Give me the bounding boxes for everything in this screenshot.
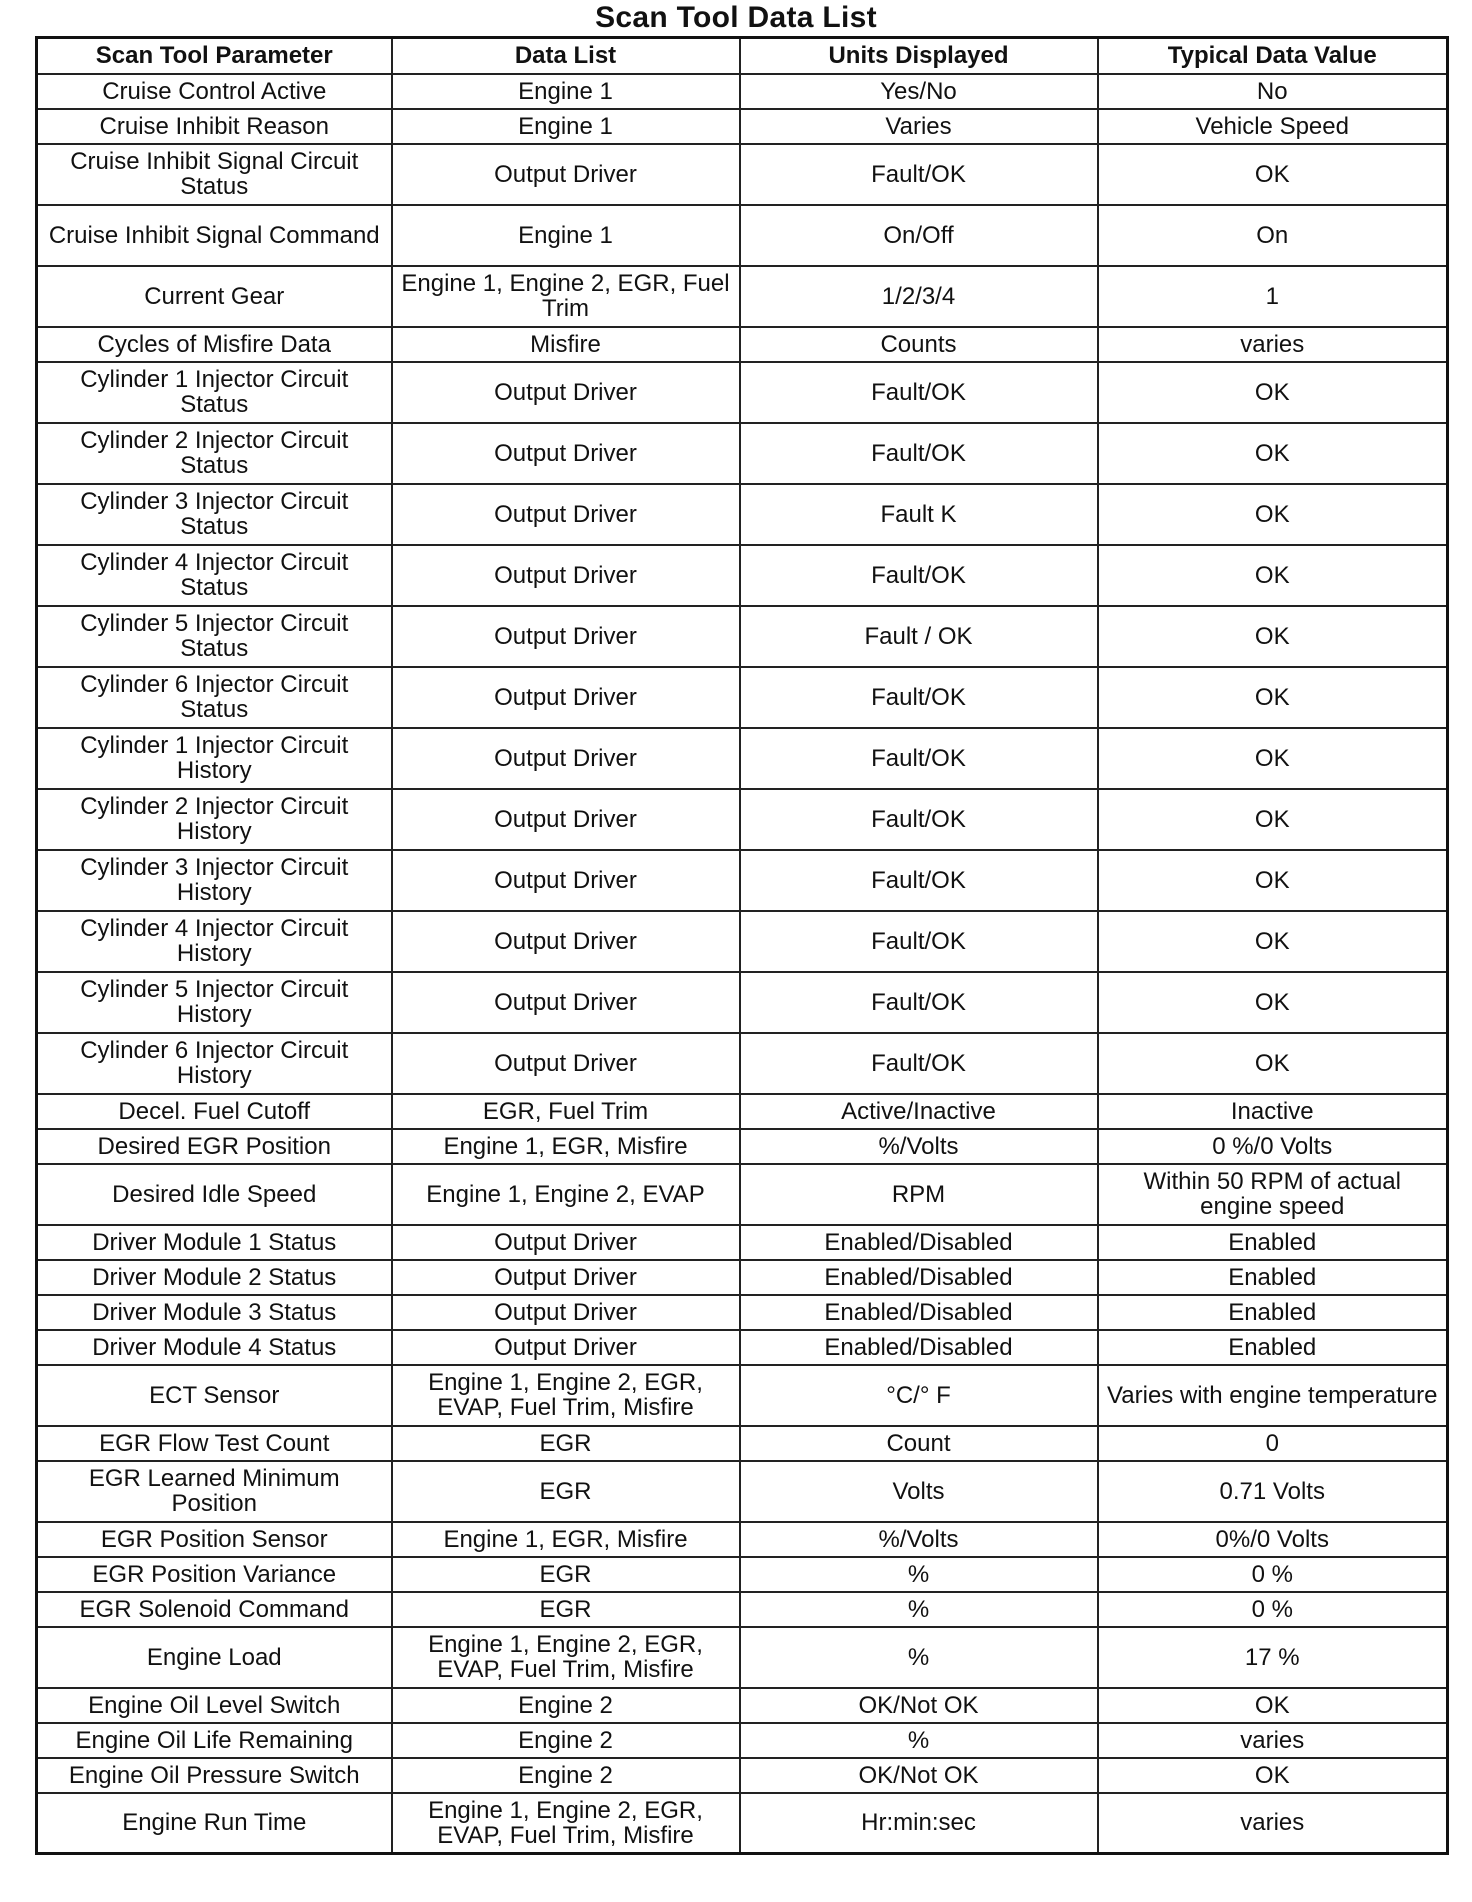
cell-units-displayed: Yes/No	[740, 74, 1098, 109]
cell-scan-tool-parameter: Cylinder 4 Injector Circuit Status	[37, 545, 392, 606]
cell-scan-tool-parameter: Current Gear	[37, 266, 392, 327]
cell-data-list: Engine 1, Engine 2, EGR, Fuel Trim	[392, 266, 740, 327]
cell-units-displayed: %/Volts	[740, 1522, 1098, 1557]
table-row	[37, 1260, 1448, 1295]
cell-data-list: Engine 1, EGR, Misfire	[392, 1522, 740, 1557]
cell-scan-tool-parameter: Cylinder 6 Injector Circuit Status	[37, 667, 392, 728]
cell-scan-tool-parameter: Engine Oil Life Remaining	[37, 1723, 392, 1758]
cell-data-list: Output Driver	[392, 484, 740, 545]
cell-units-displayed: 1/2/3/4	[740, 266, 1098, 327]
cell-typical-data-value: varies	[1098, 1723, 1448, 1758]
header-data-list: Data List	[392, 38, 740, 74]
cell-units-displayed: Enabled/Disabled	[740, 1295, 1098, 1330]
cell-typical-data-value: On	[1098, 205, 1448, 266]
cell-data-list: Output Driver	[392, 1330, 740, 1365]
cell-units-displayed: Fault K	[740, 484, 1098, 545]
cell-typical-data-value: 0 %/0 Volts	[1098, 1129, 1448, 1164]
cell-data-list: EGR, Fuel Trim	[392, 1094, 740, 1129]
cell-units-displayed: %	[740, 1592, 1098, 1627]
table-row	[37, 1365, 1448, 1426]
cell-data-list: Output Driver	[392, 606, 740, 667]
cell-data-list: Output Driver	[392, 144, 740, 205]
table-header-row	[37, 38, 1448, 74]
cell-data-list: Output Driver	[392, 545, 740, 606]
table-row	[37, 911, 1448, 972]
cell-typical-data-value: Inactive	[1098, 1094, 1448, 1129]
table-row	[37, 1426, 1448, 1461]
cell-scan-tool-parameter: Engine Run Time	[37, 1793, 392, 1854]
cell-data-list: Engine 1	[392, 109, 740, 144]
cell-scan-tool-parameter: Decel. Fuel Cutoff	[37, 1094, 392, 1129]
cell-scan-tool-parameter: EGR Position Sensor	[37, 1522, 392, 1557]
cell-data-list: Output Driver	[392, 362, 740, 423]
cell-units-displayed: OK/Not OK	[740, 1758, 1098, 1793]
table-row	[37, 1033, 1448, 1094]
cell-typical-data-value: 0 %	[1098, 1557, 1448, 1592]
cell-units-displayed: Hr:min:sec	[740, 1793, 1098, 1854]
cell-scan-tool-parameter: EGR Solenoid Command	[37, 1592, 392, 1627]
cell-units-displayed: Fault/OK	[740, 362, 1098, 423]
table-row	[37, 1461, 1448, 1522]
cell-units-displayed: Enabled/Disabled	[740, 1330, 1098, 1365]
cell-data-list: Output Driver	[392, 850, 740, 911]
cell-data-list: EGR	[392, 1461, 740, 1522]
cell-units-displayed: Fault/OK	[740, 545, 1098, 606]
cell-scan-tool-parameter: Cylinder 4 Injector Circuit History	[37, 911, 392, 972]
cell-units-displayed: Fault/OK	[740, 911, 1098, 972]
cell-scan-tool-parameter: Cylinder 2 Injector Circuit History	[37, 789, 392, 850]
table-row	[37, 484, 1448, 545]
cell-units-displayed: Counts	[740, 327, 1098, 362]
cell-units-displayed: %	[740, 1557, 1098, 1592]
cell-data-list: EGR	[392, 1426, 740, 1461]
cell-data-list: Output Driver	[392, 1225, 740, 1260]
cell-typical-data-value: varies	[1098, 1793, 1448, 1854]
table-row	[37, 1758, 1448, 1793]
table-row	[37, 327, 1448, 362]
table-row	[37, 728, 1448, 789]
cell-units-displayed: °C/° F	[740, 1365, 1098, 1426]
cell-typical-data-value: Within 50 RPM of actual engine speed	[1098, 1164, 1448, 1225]
cell-data-list: Output Driver	[392, 789, 740, 850]
cell-data-list: Engine 1	[392, 205, 740, 266]
cell-scan-tool-parameter: EGR Flow Test Count	[37, 1426, 392, 1461]
cell-data-list: Output Driver	[392, 911, 740, 972]
cell-typical-data-value: OK	[1098, 545, 1448, 606]
cell-data-list: EGR	[392, 1592, 740, 1627]
cell-typical-data-value: OK	[1098, 1033, 1448, 1094]
table-row	[37, 1094, 1448, 1129]
cell-scan-tool-parameter: Cylinder 5 Injector Circuit History	[37, 972, 392, 1033]
cell-data-list: Engine 2	[392, 1688, 740, 1723]
cell-typical-data-value: Varies with engine temperature	[1098, 1365, 1448, 1426]
cell-typical-data-value: 0	[1098, 1426, 1448, 1461]
cell-units-displayed: Fault / OK	[740, 606, 1098, 667]
cell-data-list: Output Driver	[392, 423, 740, 484]
page-title: Scan Tool Data List	[595, 1, 877, 34]
cell-scan-tool-parameter: Cruise Inhibit Signal Circuit Status	[37, 144, 392, 205]
cell-scan-tool-parameter: Driver Module 3 Status	[37, 1295, 392, 1330]
cell-typical-data-value: OK	[1098, 728, 1448, 789]
table-row	[37, 74, 1448, 109]
cell-scan-tool-parameter: Cruise Inhibit Reason	[37, 109, 392, 144]
cell-scan-tool-parameter: EGR Learned Minimum Position	[37, 1461, 392, 1522]
cell-units-displayed: Fault/OK	[740, 850, 1098, 911]
table-row	[37, 109, 1448, 144]
cell-typical-data-value: 0%/0 Volts	[1098, 1522, 1448, 1557]
cell-scan-tool-parameter: Cylinder 5 Injector Circuit Status	[37, 606, 392, 667]
cell-units-displayed: RPM	[740, 1164, 1098, 1225]
cell-typical-data-value: Enabled	[1098, 1225, 1448, 1260]
cell-typical-data-value: OK	[1098, 789, 1448, 850]
table-row	[37, 1129, 1448, 1164]
cell-units-displayed: %	[740, 1723, 1098, 1758]
cell-typical-data-value: Enabled	[1098, 1295, 1448, 1330]
cell-data-list: Engine 1, Engine 2, EGR, EVAP, Fuel Trim, Misfire	[392, 1793, 740, 1854]
cell-typical-data-value: OK	[1098, 606, 1448, 667]
cell-typical-data-value: OK	[1098, 850, 1448, 911]
cell-scan-tool-parameter: Driver Module 1 Status	[37, 1225, 392, 1260]
table-row	[37, 1522, 1448, 1557]
cell-scan-tool-parameter: Engine Load	[37, 1627, 392, 1688]
cell-scan-tool-parameter: Cruise Inhibit Signal Command	[37, 205, 392, 266]
cell-scan-tool-parameter: Cruise Control Active	[37, 74, 392, 109]
table-row	[37, 667, 1448, 728]
cell-data-list: Output Driver	[392, 972, 740, 1033]
cell-scan-tool-parameter: Driver Module 2 Status	[37, 1260, 392, 1295]
table-row	[37, 606, 1448, 667]
cell-scan-tool-parameter: Cylinder 1 Injector Circuit Status	[37, 362, 392, 423]
cell-typical-data-value: Enabled	[1098, 1330, 1448, 1365]
table-row	[37, 144, 1448, 205]
cell-data-list: Engine 1, Engine 2, EVAP	[392, 1164, 740, 1225]
cell-typical-data-value: 17 %	[1098, 1627, 1448, 1688]
header-typical-data-value: Typical Data Value	[1098, 38, 1448, 74]
cell-scan-tool-parameter: Cylinder 3 Injector Circuit History	[37, 850, 392, 911]
header-scan-tool-parameter: Scan Tool Parameter	[37, 38, 392, 74]
table-row	[37, 850, 1448, 911]
cell-data-list: Engine 1, EGR, Misfire	[392, 1129, 740, 1164]
cell-scan-tool-parameter: ECT Sensor	[37, 1365, 392, 1426]
table-row	[37, 205, 1448, 266]
cell-typical-data-value: OK	[1098, 972, 1448, 1033]
table-row	[37, 1295, 1448, 1330]
cell-data-list: Output Driver	[392, 1295, 740, 1330]
cell-typical-data-value: OK	[1098, 484, 1448, 545]
cell-typical-data-value: OK	[1098, 1758, 1448, 1793]
table-row	[37, 362, 1448, 423]
cell-data-list: Engine 2	[392, 1758, 740, 1793]
cell-units-displayed: Fault/OK	[740, 728, 1098, 789]
cell-units-displayed: Fault/OK	[740, 972, 1098, 1033]
table-row	[37, 545, 1448, 606]
table-row	[37, 1592, 1448, 1627]
table-row	[37, 1688, 1448, 1723]
cell-units-displayed: Count	[740, 1426, 1098, 1461]
cell-units-displayed: OK/Not OK	[740, 1688, 1098, 1723]
cell-scan-tool-parameter: EGR Position Variance	[37, 1557, 392, 1592]
cell-typical-data-value: OK	[1098, 362, 1448, 423]
cell-data-list: Misfire	[392, 327, 740, 362]
cell-data-list: Engine 1, Engine 2, EGR, EVAP, Fuel Trim, Misfire	[392, 1365, 740, 1426]
scan-tool-data-table	[35, 36, 1449, 1855]
header-units-displayed: Units Displayed	[740, 38, 1098, 74]
cell-scan-tool-parameter: Driver Module 4 Status	[37, 1330, 392, 1365]
cell-scan-tool-parameter: Engine Oil Pressure Switch	[37, 1758, 392, 1793]
cell-scan-tool-parameter: Engine Oil Level Switch	[37, 1688, 392, 1723]
cell-typical-data-value: No	[1098, 74, 1448, 109]
cell-units-displayed: Fault/OK	[740, 1033, 1098, 1094]
table-row	[37, 1793, 1448, 1854]
cell-typical-data-value: OK	[1098, 144, 1448, 205]
cell-typical-data-value: 1	[1098, 266, 1448, 327]
cell-data-list: Engine 1, Engine 2, EGR, EVAP, Fuel Trim, Misfire	[392, 1627, 740, 1688]
cell-units-displayed: Fault/OK	[740, 423, 1098, 484]
cell-scan-tool-parameter: Cycles of Misfire Data	[37, 327, 392, 362]
cell-data-list: EGR	[392, 1557, 740, 1592]
table-row	[37, 1723, 1448, 1758]
cell-data-list: Output Driver	[392, 728, 740, 789]
cell-scan-tool-parameter: Cylinder 6 Injector Circuit History	[37, 1033, 392, 1094]
cell-units-displayed: %	[740, 1627, 1098, 1688]
cell-data-list: Output Driver	[392, 667, 740, 728]
cell-data-list: Engine 1	[392, 74, 740, 109]
cell-scan-tool-parameter: Desired Idle Speed	[37, 1164, 392, 1225]
cell-typical-data-value: OK	[1098, 423, 1448, 484]
cell-units-displayed: Active/Inactive	[740, 1094, 1098, 1129]
table-row	[37, 1627, 1448, 1688]
cell-typical-data-value: OK	[1098, 1688, 1448, 1723]
table-row	[37, 972, 1448, 1033]
cell-scan-tool-parameter: Cylinder 2 Injector Circuit Status	[37, 423, 392, 484]
table-row	[37, 1330, 1448, 1365]
cell-typical-data-value: OK	[1098, 911, 1448, 972]
cell-units-displayed: Enabled/Disabled	[740, 1260, 1098, 1295]
table-row	[37, 1557, 1448, 1592]
table-row	[37, 423, 1448, 484]
cell-typical-data-value: 0.71 Volts	[1098, 1461, 1448, 1522]
cell-scan-tool-parameter: Desired EGR Position	[37, 1129, 392, 1164]
cell-units-displayed: Varies	[740, 109, 1098, 144]
table-row	[37, 266, 1448, 327]
cell-units-displayed: %/Volts	[740, 1129, 1098, 1164]
cell-units-displayed: On/Off	[740, 205, 1098, 266]
cell-typical-data-value: varies	[1098, 327, 1448, 362]
cell-data-list: Output Driver	[392, 1260, 740, 1295]
cell-units-displayed: Fault/OK	[740, 667, 1098, 728]
cell-scan-tool-parameter: Cylinder 1 Injector Circuit History	[37, 728, 392, 789]
cell-typical-data-value: OK	[1098, 667, 1448, 728]
cell-data-list: Output Driver	[392, 1033, 740, 1094]
cell-units-displayed: Enabled/Disabled	[740, 1225, 1098, 1260]
cell-units-displayed: Volts	[740, 1461, 1098, 1522]
cell-data-list: Engine 2	[392, 1723, 740, 1758]
cell-typical-data-value: 0 %	[1098, 1592, 1448, 1627]
table-row	[37, 1225, 1448, 1260]
cell-typical-data-value: Enabled	[1098, 1260, 1448, 1295]
table-row	[37, 789, 1448, 850]
cell-typical-data-value: Vehicle Speed	[1098, 109, 1448, 144]
table-body	[37, 74, 1448, 1854]
cell-units-displayed: Fault/OK	[740, 789, 1098, 850]
table-row	[37, 1164, 1448, 1225]
cell-units-displayed: Fault/OK	[740, 144, 1098, 205]
cell-scan-tool-parameter: Cylinder 3 Injector Circuit Status	[37, 484, 392, 545]
